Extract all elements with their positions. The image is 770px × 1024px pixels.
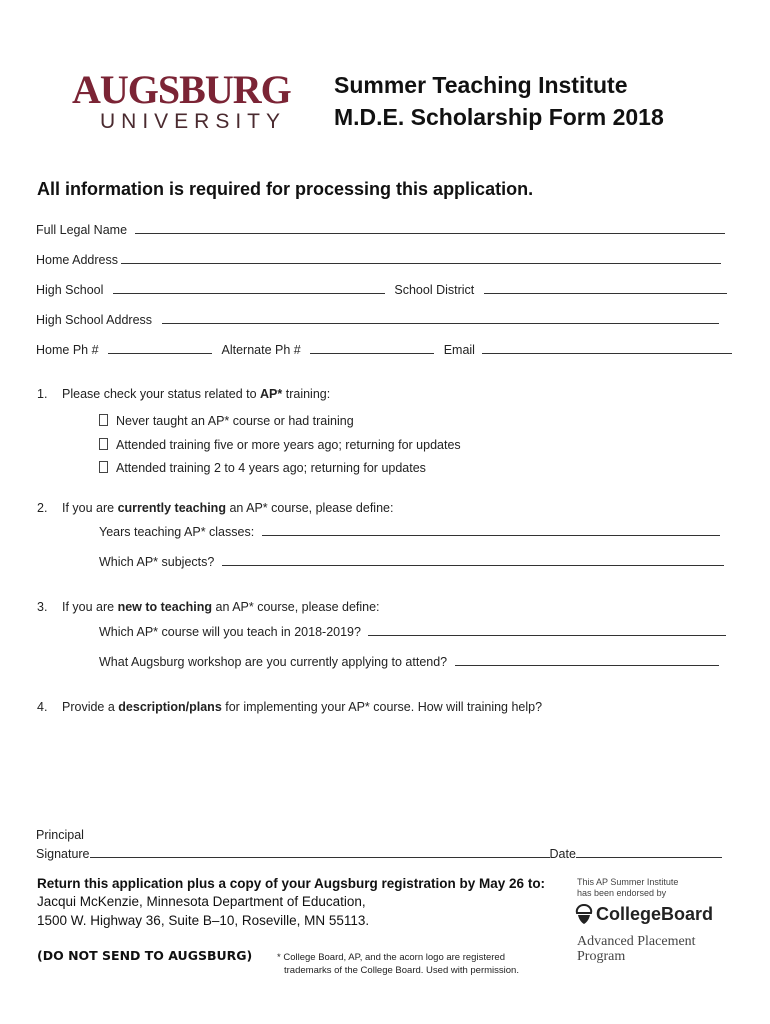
q2-subjects-field[interactable]: [222, 553, 724, 566]
endorsement-line2: has been endorsed by: [577, 888, 667, 898]
q3-suffix: an AP* course, please define:: [212, 600, 380, 614]
date-label: Date: [549, 847, 576, 861]
q1-number: 1.: [37, 387, 48, 401]
high-school-address-label: High School Address: [36, 313, 153, 327]
q1-option-2-label: Attended training five or more years ago; returning for updates: [116, 438, 461, 452]
q3-course-field[interactable]: [368, 623, 726, 636]
q4-suffix: for implementing your AP* course. How will training help?: [221, 700, 543, 714]
q1-suffix: training:: [282, 387, 331, 401]
q3-course-row: [99, 623, 726, 639]
q4-bold: description/plans: [118, 700, 222, 714]
q2-years-field[interactable]: [262, 523, 720, 536]
q2-text: [62, 501, 393, 515]
q3-workshop-label: What Augsburg workshop are you currently applying to attend?: [99, 655, 448, 669]
q3-workshop-row: [99, 653, 719, 669]
school-district-label: School District: [394, 283, 475, 297]
q2-years-label: Years teaching AP* classes:: [99, 525, 255, 539]
school-district-field[interactable]: [484, 281, 727, 294]
q3-prefix: If you are: [62, 600, 118, 614]
high-school-address-field[interactable]: [162, 311, 719, 324]
q1-prefix: Please check your status related to: [62, 387, 261, 401]
q3-workshop-field[interactable]: [455, 653, 719, 666]
q1-option-2[interactable]: [99, 438, 461, 452]
high-school-field[interactable]: [113, 281, 385, 294]
do-not-send-notice: (DO NOT SEND TO AUGSBURG): [37, 948, 253, 963]
footnote-line1: * College Board, AP, and the acorn logo are registered: [277, 952, 505, 963]
email-field[interactable]: [482, 341, 732, 354]
signature-field[interactable]: [90, 845, 550, 858]
q3-text: [62, 600, 380, 614]
high-school-label: High School: [36, 283, 104, 297]
signature-label: Signature: [36, 847, 90, 861]
high-school-row: [36, 281, 727, 297]
q3-bold: new to teaching: [117, 600, 213, 614]
home-phone-field[interactable]: [108, 341, 212, 354]
full-name-field[interactable]: [135, 221, 725, 234]
ap-program-line2: Program: [577, 949, 626, 964]
form-title-line2: M.D.E. Scholarship Form 2018: [334, 104, 664, 130]
collegeboard-logo: [575, 903, 713, 925]
home-address-row: [36, 251, 721, 267]
q2-number: 2.: [37, 501, 48, 515]
q4-prefix: Provide a: [62, 700, 119, 714]
return-heading: Return this application plus a copy of your Augsburg registration by May 26 to:: [37, 876, 546, 891]
return-address-line1: Jacqui McKenzie, Minnesota Department of Education,: [37, 894, 366, 909]
q1-option-1[interactable]: [99, 414, 354, 428]
q1-bold: AP*: [260, 387, 283, 401]
collegeboard-wordmark: CollegeBoard: [596, 903, 714, 924]
form-title-line1: Summer Teaching Institute: [334, 72, 628, 98]
high-school-address-row: [36, 311, 719, 327]
q2-bold: currently teaching: [117, 501, 226, 515]
home-address-field[interactable]: [121, 251, 721, 264]
q2-years-row: [99, 523, 720, 539]
acorn-icon: [575, 903, 593, 925]
alternate-phone-label: Alternate Ph #: [221, 343, 301, 357]
principal-label: Principal: [36, 828, 84, 842]
full-name-row: [36, 221, 725, 237]
endorsement-line1: This AP Summer Institute: [577, 877, 679, 887]
q1-option-1-label: Never taught an AP* course or had training: [116, 414, 354, 428]
home-phone-label: Home Ph #: [36, 343, 99, 357]
return-address-line2: 1500 W. Highway 36, Suite B–10, Roseville, MN 55113.: [37, 913, 370, 928]
q2-subjects-label: Which AP* subjects?: [99, 555, 215, 569]
q4-answer-area[interactable]: [62, 722, 722, 818]
instruction-heading: All information is required for processing this application.: [37, 179, 534, 199]
signature-row: [36, 845, 722, 861]
email-label: Email: [443, 343, 475, 357]
checkbox-icon[interactable]: [99, 414, 108, 426]
checkbox-icon[interactable]: [99, 461, 108, 473]
augsburg-logo-wordmark: AUGSBURG: [72, 67, 291, 112]
checkbox-icon[interactable]: [99, 438, 108, 450]
home-address-label: Home Address: [36, 253, 118, 267]
q2-prefix: If you are: [62, 501, 118, 515]
ap-program-line1: Advanced Placement: [577, 934, 696, 949]
q2-suffix: an AP* course, please define:: [225, 501, 394, 515]
augsburg-logo-sub: UNIVERSITY: [100, 110, 287, 133]
q4-number: 4.: [37, 700, 48, 714]
date-field[interactable]: [576, 845, 722, 858]
q1-option-3[interactable]: [99, 461, 426, 475]
q3-course-label: Which AP* course will you teach in 2018-2019?: [99, 625, 361, 639]
q3-number: 3.: [37, 600, 48, 614]
q4-text: [62, 700, 542, 714]
q1-option-3-label: Attended training 2 to 4 years ago; returning for updates: [116, 461, 426, 475]
q2-subjects-row: [99, 553, 724, 569]
phone-email-row: [36, 341, 732, 357]
q1-text: [62, 387, 330, 401]
full-name-label: Full Legal Name: [36, 223, 128, 237]
footnote-line2: trademarks of the College Board. Used with permission.: [284, 965, 519, 976]
alternate-phone-field[interactable]: [310, 341, 434, 354]
